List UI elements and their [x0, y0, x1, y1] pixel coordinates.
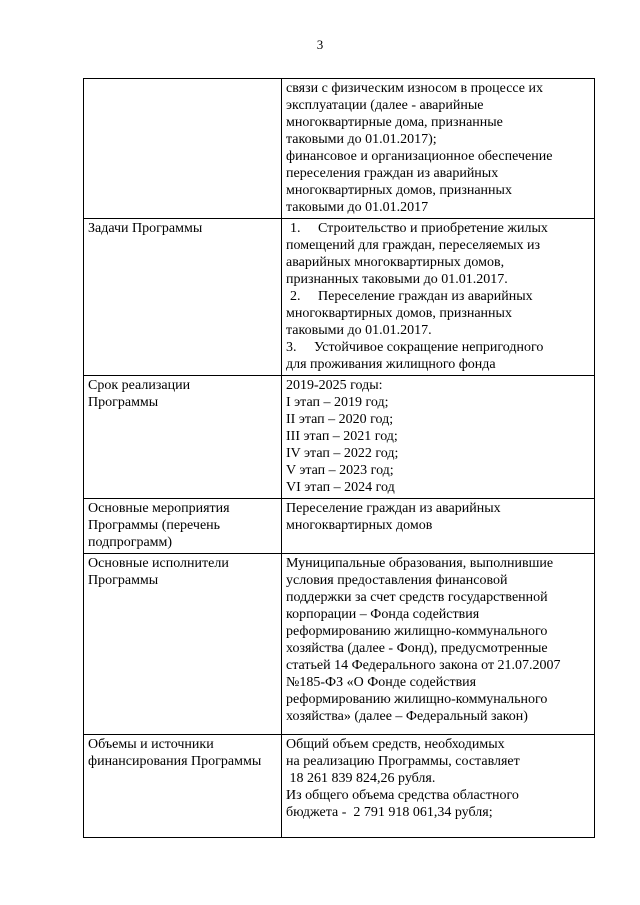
text-line: многоквартирные дома, признанные [286, 115, 503, 130]
text-line: VI этап – 2024 год [286, 480, 395, 495]
row-content-goals [282, 79, 595, 219]
text-line: многоквартирных домов, признанных [286, 183, 512, 198]
task-number: 3. [286, 340, 297, 355]
label-line: Программы [88, 395, 159, 410]
table-row-funding [84, 735, 595, 838]
text-line: хозяйства (далее - Фонд), предусмотренные [286, 641, 548, 656]
page-number: 3 [316, 37, 324, 52]
text-line: Общий объем средств, необходимых [286, 737, 505, 752]
text-line: поддержки за счет средств государственной [286, 590, 548, 605]
label-line: финансирования Программы [88, 754, 262, 769]
text-line: переселения граждан из аварийных [286, 166, 499, 181]
text-line: хозяйства» (далее – Федеральный закон) [286, 709, 528, 724]
text-line: №185-ФЗ «О Фонде содействия [286, 675, 477, 690]
row-label-funding [84, 735, 282, 838]
table-row-goals-continued [84, 79, 595, 219]
text-line: IV этап – 2022 год; [286, 446, 399, 461]
text-line: для проживания жилищного фонда [286, 357, 496, 372]
task-number: 1. [290, 221, 301, 236]
text-line: Строительство и приобретение жилых [318, 221, 548, 236]
text-line: признанных таковыми до 01.01.2017. [286, 272, 508, 287]
text-line: 18 261 839 824,26 рубля. [286, 771, 436, 786]
row-content-period [282, 376, 595, 499]
text-line: многоквартирных домов, признанных [286, 306, 512, 321]
text-line: реформированию жилищно-коммунального [286, 624, 548, 639]
label-line: Программы [88, 573, 159, 588]
text-line: II этап – 2020 год; [286, 412, 394, 427]
table-row-activities [84, 499, 595, 554]
row-label-executors [84, 554, 282, 735]
text-line: связи с физическим износом в процессе их [286, 81, 544, 96]
text-line: эксплуатации (далее - аварийные [286, 98, 484, 113]
text-line: финансовое и организационное обеспечение [286, 149, 553, 164]
text-line: Переселение граждан из аварийных [286, 501, 501, 516]
text-line: корпорации – Фонда содействия [286, 607, 480, 622]
row-content-activities [282, 499, 595, 554]
text-line: таковыми до 01.01.2017); [286, 132, 437, 147]
row-label-tasks [84, 219, 282, 376]
label-line: Основные исполнители [88, 556, 229, 571]
text-line: на реализацию Программы, составляет [286, 754, 520, 769]
row-content-funding [282, 735, 595, 838]
text-line: I этап – 2019 год; [286, 395, 389, 410]
text-line: Переселение граждан из аварийных [318, 289, 533, 304]
text-line: таковыми до 01.01.2017 [286, 200, 429, 215]
text-line: аварийных многоквартирных домов, [286, 255, 505, 270]
row-label-activities [84, 499, 282, 554]
text-line: III этап – 2021 год; [286, 429, 398, 444]
label-line: подпрограмм) [88, 535, 173, 550]
text-line: Устойчивое сокращение непригодного [314, 340, 544, 355]
table-row-executors [84, 554, 595, 735]
row-content-tasks [282, 219, 595, 376]
task-item-3 [286, 339, 591, 356]
task-item-1 [286, 220, 591, 237]
task-item-2 [286, 288, 591, 305]
text-line: условия предоставления финансовой [286, 573, 508, 588]
text-line: помещений для граждан, переселяемых из [286, 238, 541, 253]
text-line: бюджета - 2 791 918 061,34 рубля; [286, 805, 493, 820]
text-line: таковыми до 01.01.2017. [286, 323, 432, 338]
task-number: 2. [290, 289, 301, 304]
program-passport-table [83, 78, 595, 838]
text-line: статьей 14 Федерального закона от 21.07.2007 [286, 658, 561, 673]
label-line: Задачи Программы [88, 221, 203, 236]
text-line: многоквартирных домов [286, 518, 433, 533]
label-line: Программы (перечень [88, 518, 221, 533]
text-line: 2019-2025 годы: [286, 378, 383, 393]
text-line: Из общего объема средства областного [286, 788, 519, 803]
table-row-tasks [84, 219, 595, 376]
table-row-period [84, 376, 595, 499]
text-line: реформированию жилищно-коммунального [286, 692, 548, 707]
text-line: Муниципальные образования, выполнившие [286, 556, 554, 571]
text-line: V этап – 2023 год; [286, 463, 394, 478]
row-label-period [84, 376, 282, 499]
label-line: Основные мероприятия [88, 501, 230, 516]
row-label-empty [84, 79, 282, 219]
row-content-executors [282, 554, 595, 735]
label-line: Объемы и источники [88, 737, 214, 752]
label-line: Срок реализации [88, 378, 191, 393]
